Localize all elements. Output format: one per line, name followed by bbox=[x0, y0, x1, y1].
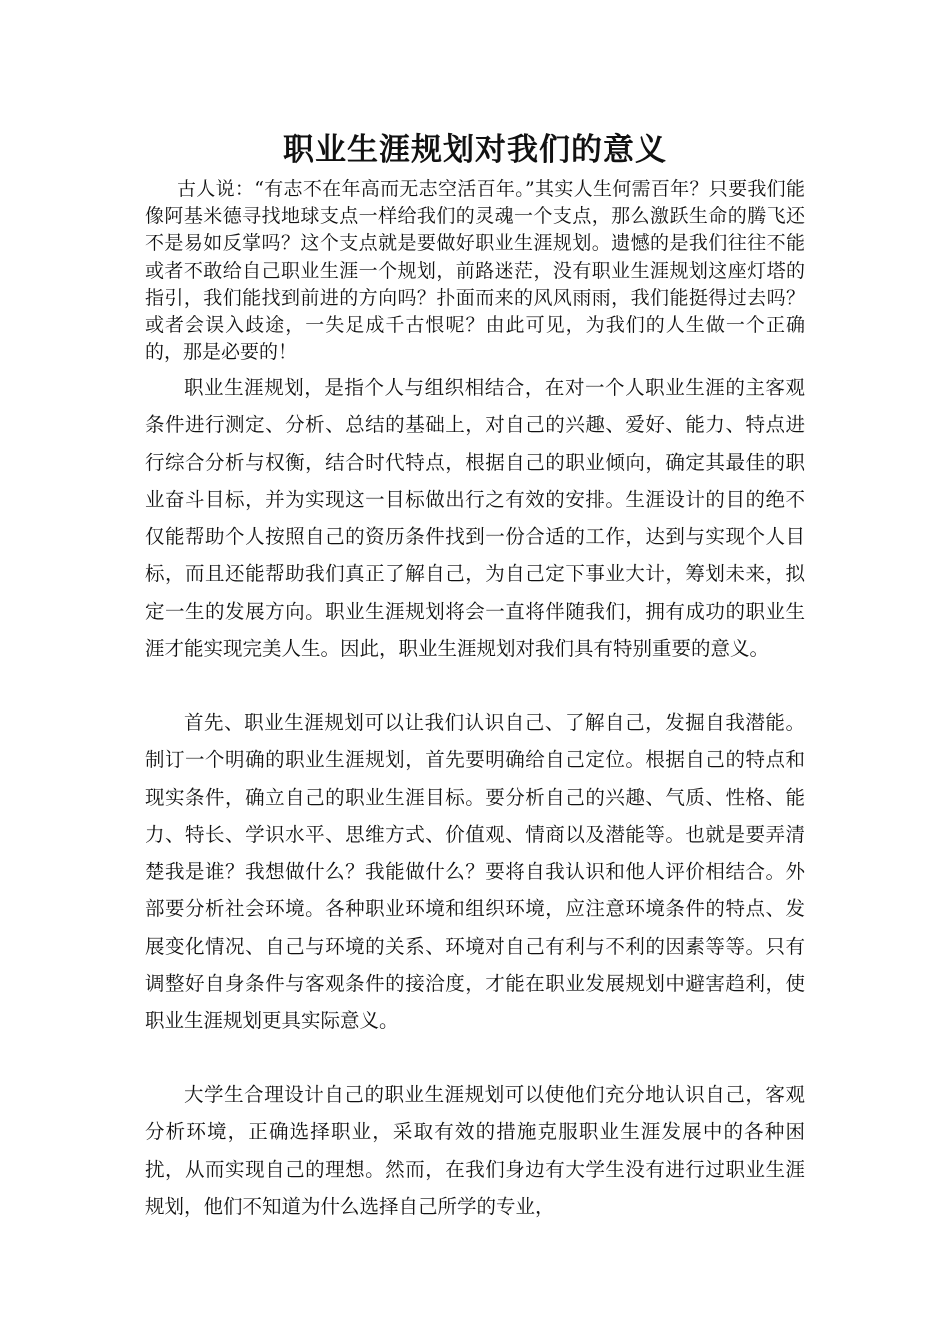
paragraph-definition: 职业生涯规划，是指个人与组织相结合，在对一个人职业生涯的主客观条件进行测定、分析、总结的基础上，对自己的兴趣、爱好、能力、特点进行综合分析与权衡，结合时代特点，根据自己的职业倾向，确定其最佳的职业奋斗目标，并为实现这一目标做出行之有效的安排。生涯设计的目的绝不仅能帮助个人按照自己的资历条件找到一份合适的工作，达到与实现个人目标，而且还能帮助我们真正了解自己，为自己定下事业大计，筹划未来，拟定一生的发展方向。职业生涯规划将会一直将伴随我们，拥有成功的职业生涯才能实现完美人生。因此，职业生涯规划对我们具有特别重要的意义。 bbox=[145, 376, 805, 661]
paragraph-intro: 古人说：“有志不在年高而无志空活百年。”其实人生何需百年？只要我们能像阿基米德寻找地球支点一样给我们的灵魂一个支点，那么激跃生命的腾飞还不是易如反掌吗？这个支点就是要做好职业生涯规划。遗憾的是我们往往不能或者不敢给自己职业生涯一个规划，前路迷茫，没有职业生涯规划这座灯塔的指引，我们能找到前进的方向吗？扑面而来的风风雨雨，我们能挺得过去吗？或者会误入歧途，一失足成千古恨呢？由此可见，为我们的人生做一个正确的，那是必要的！ bbox=[145, 178, 805, 364]
paragraph-self-knowledge: 首先、职业生涯规划可以让我们认识自己、了解自己，发掘自我潜能。制订一个明确的职业生涯规划，首先要明确给自己定位。根据自己的特点和现实条件，确立自己的职业生涯目标。要分析自己的兴趣、气质、性格、能力、特长、学识水平、思维方式、价值观、情商以及潜能等。也就是要弄清楚我是谁？我想做什么？我能做什么？要将自我认识和他人评价相结合。外部要分析社会环境。各种职业环境和组织环境，应注意环境条件的特点、发展变化情况、自己与环境的关系、环境对自己有利与不利的因素等等。只有调整好自身条件与客观条件的接洽度，才能在职业发展规划中避害趋利，使职业生涯规划更具实际意义。 bbox=[145, 711, 805, 1033]
document-title: 职业生涯规划对我们的意义 bbox=[283, 132, 667, 168]
paragraph-university-students: 大学生合理设计自己的职业生涯规划可以使他们充分地认识自己，客观分析环境，正确选择职业，采取有效的措施克服职业生涯发展中的各种困扰，从而实现自己的理想。然而，在我们身边有大学生没有进行过职业生涯规划，他们不知道为什么选择自己所学的专业， bbox=[145, 1083, 805, 1218]
